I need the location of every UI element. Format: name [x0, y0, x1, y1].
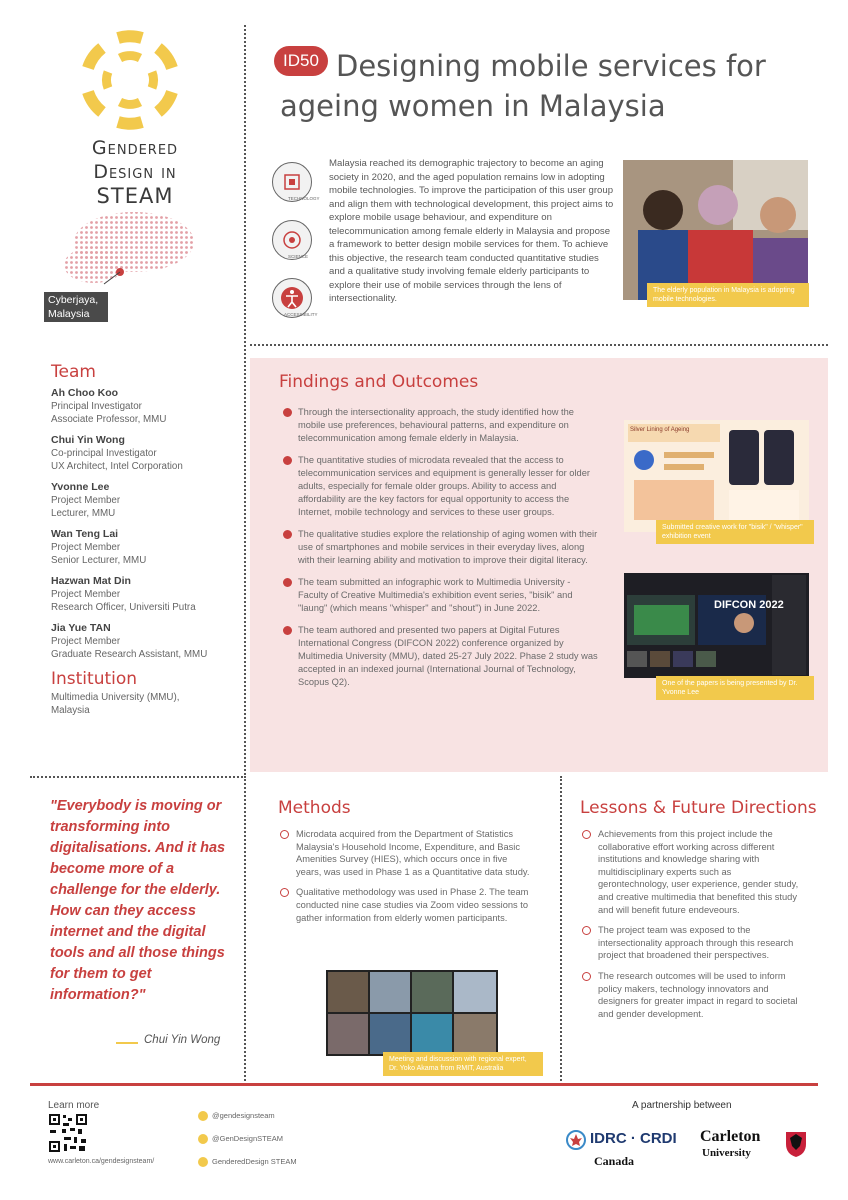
social-handle: @GenDesignSTEAM: [212, 1134, 283, 1143]
methods-photo-caption: Meeting and discussion with regional expert, Dr. Yoko Akama from RMIT, Australia: [383, 1052, 543, 1076]
list-item: [582, 970, 802, 1020]
social-handle: GenderedDesign STEAM: [212, 1157, 297, 1166]
list-item: [280, 886, 532, 924]
divider-vertical-lower-left: [244, 776, 246, 1081]
member-role: Project Member: [51, 542, 121, 553]
institution-name: Multimedia University (MMU),: [51, 692, 180, 703]
list-item: [280, 828, 532, 878]
member-role: Project Member: [51, 495, 121, 506]
bullet-icon: [280, 830, 289, 839]
title-line-1: Designing mobile services for: [336, 49, 766, 83]
lesson-text: Achievements from this project include the collaborative effort working across different institutions and knowledge sharing with multidisciplinary experts such as gerontechnology, user experience, gender study, and creative multimedia that benefited this study and will benefit future endeveours.: [598, 829, 799, 915]
carleton-logo: [700, 1128, 815, 1168]
bullet-icon: [280, 888, 289, 897]
list-item: [582, 924, 802, 962]
bullet-icon: [283, 456, 292, 465]
bullet-icon: [283, 530, 292, 539]
member-affiliation: UX Architect, Intel Corporation: [51, 461, 183, 472]
twitter-icon: [198, 1134, 208, 1144]
team-member: [51, 433, 241, 473]
social-instagram[interactable]: [198, 1110, 275, 1122]
member-name: Hazwan Mat Din: [51, 575, 131, 587]
bullet-icon: [283, 578, 292, 587]
footer-divider: [30, 1083, 818, 1086]
finding-text: The quantitative studies of microdata revealed that the access to telecommunication services and equipment is generally lesser for older adults, especially for female older groups. Ability to access and affordability are the key factors for equal opportunity to access the Internet, mobile technology and services to these user groups.: [298, 455, 590, 517]
logo-wordmark: [60, 136, 210, 208]
member-affiliation: Research Officer, Universiti Putra: [51, 602, 196, 613]
project-id-badge: ID50: [274, 46, 328, 76]
finding-text: The team submitted an infographic work to Multimedia University - Faculty of Creative Multimedia's exhibition event series, "bisik" and "laung" (which means "whisper" and "shout") in June 2022.: [298, 577, 573, 613]
website-link[interactable]: www.carleton.ca/gendesignsteam/: [48, 1158, 155, 1165]
instagram-icon: [198, 1111, 208, 1121]
category-science-label: SCIENCE: [288, 254, 309, 259]
partnership-label: A partnership between: [632, 1100, 732, 1111]
youtube-icon: [198, 1157, 208, 1167]
member-name: Yvonne Lee: [51, 481, 110, 493]
idrc-logo: [566, 1128, 676, 1173]
logo-line-1: Gendered: [91, 137, 179, 159]
qr-code[interactable]: [48, 1113, 88, 1153]
member-affiliation: Senior Lecturer, MMU: [51, 555, 147, 566]
elderly-women-photo: [623, 160, 808, 300]
qr-code-icon: [48, 1113, 88, 1153]
divider-vertical-main: [244, 25, 246, 775]
exhibition-caption: Submitted creative work for "bisik" / "whisper" exhibition event: [656, 520, 814, 544]
findings-heading: Findings and Outcomes: [279, 372, 479, 392]
team-section: [51, 362, 241, 717]
findings-list: [283, 406, 598, 698]
conference-caption: One of the papers is being presented by Dr. Yvonne Lee: [656, 676, 814, 700]
idrc-maple-icon: [566, 1130, 586, 1150]
social-youtube[interactable]: [198, 1156, 297, 1168]
member-role: Principal Investigator: [51, 401, 142, 412]
divider-vertical-lower-right: [560, 776, 562, 1081]
map-dots-icon: [44, 210, 194, 290]
lesson-text: The project team was exposed to the intersectionality approach through this research project that broadened their perspectives.: [598, 925, 794, 961]
member-affiliation: Graduate Research Assistant, MMU: [51, 649, 208, 660]
team-member: [51, 574, 241, 614]
idrc-name: IDRC · CRDI: [590, 1130, 677, 1147]
finding-text: Through the intersectionality approach, the study identified how the mobile use preferences, behavioural patterns, and expenditure on telecommunication among female elderly in Malaysia.: [298, 407, 574, 443]
learn-more-label: Learn more: [48, 1100, 100, 1111]
member-affiliation: Lecturer, MMU: [51, 508, 116, 519]
team-member: [51, 480, 241, 520]
methods-list: [280, 828, 532, 932]
member-name: Ah Choo Koo: [51, 387, 119, 399]
carleton-name: Carleton: [700, 1128, 761, 1145]
team-heading: Team: [51, 362, 96, 382]
lessons-list: [582, 828, 802, 1028]
title-line-2: ageing women in Malaysia: [280, 89, 666, 123]
method-text: Microdata acquired from the Department of Statistics Malaysia's Household Income, Expenditure, and Basic Amenities Survey (HIES), which occurs once in five years, was used in Phase 1 as a Quantitative data study.: [296, 829, 530, 877]
category-technology-label: TECHNOLOGY: [288, 196, 320, 201]
lesson-text: The research outcomes will be used to inform policy makers, technology innovators and designers for greater impact in regard to societal and gender development.: [598, 970, 798, 1019]
social-handle: @gendesignsteam: [212, 1111, 275, 1120]
institution-country: Malaysia: [51, 705, 90, 716]
logo-mark: [80, 30, 180, 130]
canada-wordmark: Canada: [594, 1154, 635, 1168]
lessons-heading: Lessons & Future Directions: [580, 798, 817, 818]
list-item: [283, 576, 598, 615]
member-role: Project Member: [51, 589, 121, 600]
list-item: [283, 528, 598, 567]
list-item: [283, 406, 598, 445]
conference-screenshot: [624, 573, 809, 678]
member-name: Chui Yin Wong: [51, 434, 125, 446]
carleton-university: University: [702, 1147, 751, 1159]
intro-photo-caption: The elderly population in Malaysia is adopting mobile technologies.: [647, 283, 809, 307]
intro-paragraph: Malaysia reached its demographic trajectory to become an aging society in 2020, and the aged population remains low in adopting mobile technologies. To improve the participation of this user group and align them with technological development, this project aims to explore mobile usage behaviour, and expenditure on telecommunication among female elderly in Malaysia and propose a framework to better design mobile services for them. To achieve this objective, the research team conducted quantitative studies and a qualitative study involving female elderly participants to explore their use of mobile services through the lens of intersectionality.: [329, 158, 614, 304]
method-text: Qualitative methodology was used in Phase 2. The team conducted nine case studies via Zoom video sessions to gather information from elderly women participants.: [296, 887, 529, 923]
member-name: Wan Teng Lai: [51, 528, 119, 540]
category-accessibility-label: ACCESSIBILITY: [284, 312, 318, 317]
quote-dash: [116, 1042, 138, 1044]
team-member: [51, 621, 241, 661]
logo-line-3: STEAM: [96, 184, 174, 208]
list-item: [283, 624, 598, 689]
social-twitter[interactable]: [198, 1133, 283, 1145]
world-map-graphic: [44, 210, 194, 290]
member-affiliation: Associate Professor, MMU: [51, 414, 167, 425]
logo-rings-icon: [80, 30, 180, 130]
bullet-icon: [283, 626, 292, 635]
poster-title: Silver Lining of Ageing: [630, 427, 690, 433]
member-role: Project Member: [51, 636, 121, 647]
bullet-icon: [283, 408, 292, 417]
methods-heading: Methods: [278, 798, 351, 818]
member-name: Jia Yue TAN: [51, 622, 111, 634]
carleton-shield-icon: [784, 1130, 808, 1158]
institution-heading: Institution: [51, 669, 138, 689]
exhibition-poster-image: [624, 420, 809, 532]
finding-text: The team authored and presented two papers at Digital Futures International Congress (DIFCON 2022) conference organized by Multimedia University (MMU), dated 25-27 July 2022. Phase 2 study was accepted in an indexed journal (International Journal of Technology, Scopus Q2).: [298, 625, 598, 687]
bullet-icon: [582, 926, 591, 935]
team-member: [51, 386, 241, 426]
list-item: [283, 454, 598, 519]
quote-text: "Everybody is moving or transforming into digitalisations. And it has become more of a challenge for the elderly. How can they access internet and the digital tools and all those things for them to get information?": [50, 798, 226, 1003]
member-role: Co-principal Investigator: [51, 448, 157, 459]
logo-line-2: Design in: [93, 161, 177, 183]
bullet-icon: [582, 830, 591, 839]
page-title: [280, 46, 820, 126]
location-tag: Cyberjaya, Malaysia: [44, 292, 108, 322]
quote-author: Chui Yin Wong: [144, 1034, 221, 1046]
divider-horizontal-intro: [250, 344, 828, 346]
bullet-icon: [582, 972, 591, 981]
conference-title: DIFCON 2022: [714, 599, 784, 611]
divider-horizontal-left: [30, 776, 246, 778]
list-item: [582, 828, 802, 916]
zoom-meeting-photo: [326, 970, 498, 1056]
team-member: [51, 527, 241, 567]
finding-text: The qualitative studies explore the relationship of aging women with their use of smartphones and mobile services in their everyday lives, along with their learning ability and motivation to improve their digital literacy.: [298, 529, 598, 565]
